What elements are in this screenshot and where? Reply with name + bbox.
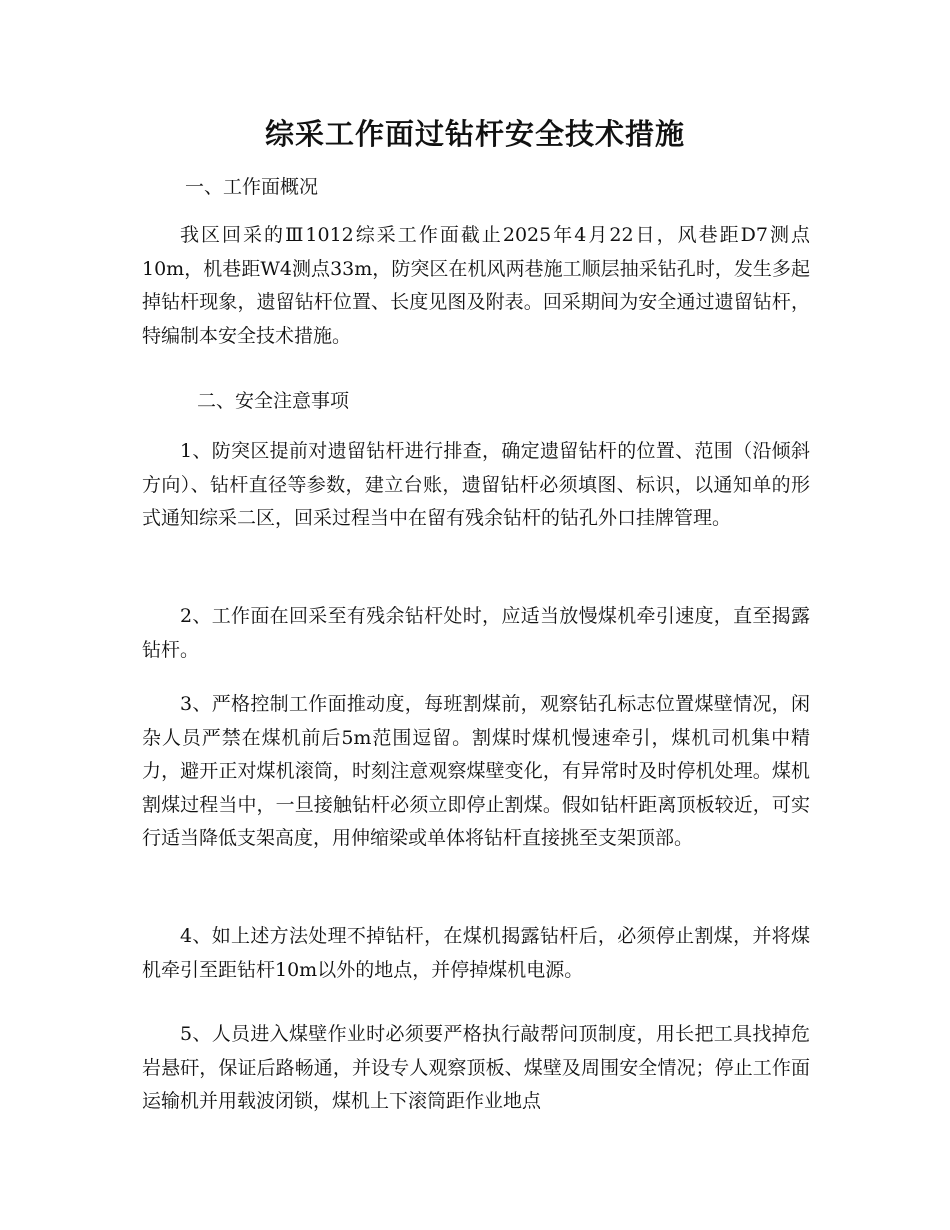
section-heading-overview: 一、工作面概况 — [185, 176, 319, 198]
safety-item-4: 4、如上述方法处理不掉钻杆，在煤机揭露钻杆后，必须停止割煤，并将煤机牵引至距钻杆10m以外的地点，并停掉煤机电源。 — [142, 925, 810, 981]
safety-item-2: 2、工作面在回采至有残余钻杆处时，应适当放慢煤机牵引速度，直至揭露钻杆。 — [142, 605, 810, 661]
section-heading-safety: 二、安全注意事项 — [197, 390, 350, 412]
overview-paragraph: 我区回采的Ⅲ1012综采工作面截止2025年4月22日，风巷距D7测点10m，机巷距W4测点33m，防突区在机风两巷施工顺层抽采钻孔时，发生多起掉钻杆现象，遗留钻杆位置、长度见图及附表。回采期间为安全通过遗留钻杆，特编制本安全技术措施。 — [142, 224, 810, 347]
safety-item-1: 1、防突区提前对遗留钻杆进行排查，确定遗留钻杆的位置、范围（沿倾斜方向）、钻杆直径等参数，建立台账，遗留钻杆必须填图、标识，以通知单的形式通知综采二区，回采过程当中在留有残余钻杆的钻孔外口挂牌管理。 — [142, 440, 810, 529]
safety-item-5: 5、人员进入煤壁作业时必须要严格执行敲帮问顶制度，用长把工具找掉危岩悬矸，保证后路畅通，并设专人观察顶板、煤壁及周围安全情况；停止工作面运输机并用载波闭锁，煤机上下滚筒距作业地点 — [142, 1023, 810, 1112]
document-title: 综采工作面过钻杆安全技术措施 — [264, 117, 685, 151]
safety-item-3: 3、严格控制工作面推动度，每班割煤前，观察钻孔标志位置煤壁情况，闲杂人员严禁在煤机前后5m范围逗留。割煤时煤机慢速牵引，煤机司机集中精力，避开正对煤机滚筒，时刻注意观察煤壁变化，有异常时及时停机处理。煤机割煤过程当中，一旦接触钻杆必须立即停止割煤。假如钻杆距离顶板较近，可实行适当降低支架高度，用伸缩梁或单体将钻杆直接挑至支架顶部。 — [142, 693, 810, 849]
